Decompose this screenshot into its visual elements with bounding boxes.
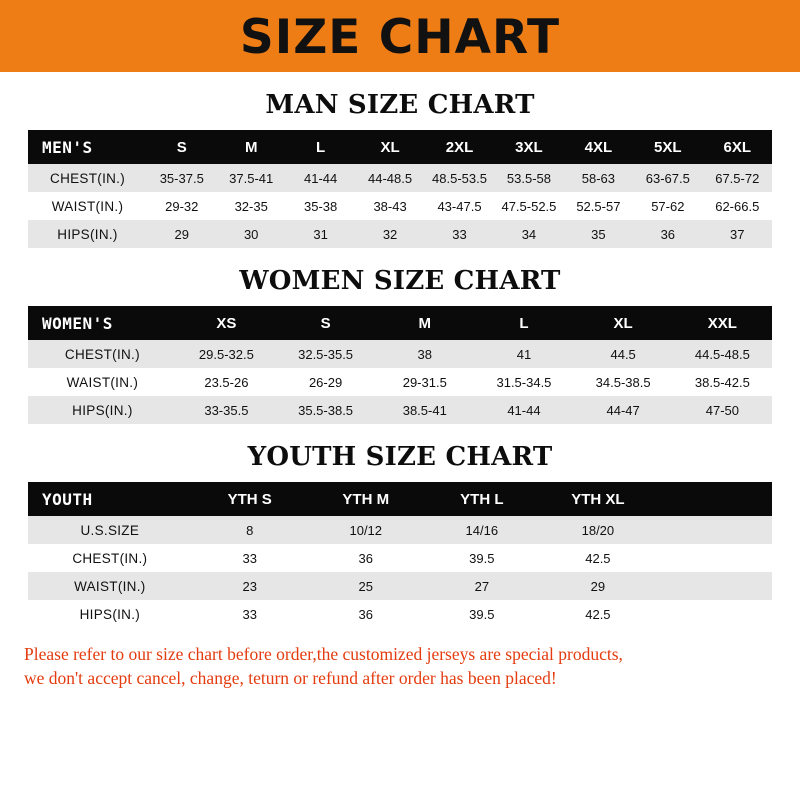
cell: 35-38 (286, 192, 355, 220)
cell: 33 (425, 220, 494, 248)
cell: 38 (375, 340, 474, 368)
table-row (28, 572, 772, 600)
row-label: CHEST(IN.) (28, 544, 192, 572)
table-row (28, 516, 772, 544)
section-women (0, 266, 800, 424)
cell (656, 516, 772, 544)
section-title-youth: YOUTH SIZE CHART (247, 442, 553, 472)
column-header: 4XL (564, 130, 633, 164)
cell: 27 (424, 572, 540, 600)
cell: 47.5-52.5 (494, 192, 563, 220)
column-header-empty (656, 482, 772, 516)
row-label: WAIST(IN.) (28, 572, 192, 600)
column-header: XL (574, 306, 673, 340)
cell: 33 (192, 600, 308, 628)
cell: 44.5 (574, 340, 673, 368)
cell: 36 (308, 600, 424, 628)
cell: 31 (286, 220, 355, 248)
cell: 30 (216, 220, 285, 248)
column-header: 3XL (494, 130, 563, 164)
table-row (28, 340, 772, 368)
cell: 62-66.5 (703, 192, 772, 220)
table-row (28, 396, 772, 424)
page-title: SIZE CHART (239, 9, 561, 65)
cell: 32.5-35.5 (276, 340, 375, 368)
cell: 38-43 (355, 192, 424, 220)
cell: 34.5-38.5 (574, 368, 673, 396)
cell: 37.5-41 (216, 164, 285, 192)
table-header-row (28, 130, 772, 164)
table-row (28, 600, 772, 628)
cell: 53.5-58 (494, 164, 563, 192)
section-title-women: WOMEN SIZE CHART (239, 266, 561, 296)
cell: 29-32 (147, 192, 216, 220)
cell: 63-67.5 (633, 164, 702, 192)
cell: 47-50 (673, 396, 772, 424)
disclaimer-note (24, 642, 776, 690)
row-label: HIPS(IN.) (28, 600, 192, 628)
section-men (0, 90, 800, 248)
cell: 14/16 (424, 516, 540, 544)
cell: 33 (192, 544, 308, 572)
header-banner (0, 0, 800, 72)
column-header: 2XL (425, 130, 494, 164)
column-header: XXL (673, 306, 772, 340)
cell: 32 (355, 220, 424, 248)
row-label: WAIST(IN.) (28, 192, 147, 220)
youth-size-table (28, 482, 772, 628)
cell: 36 (308, 544, 424, 572)
column-header: XL (355, 130, 424, 164)
cell: 42.5 (540, 544, 656, 572)
cell: 38.5-42.5 (673, 368, 772, 396)
row-label: HIPS(IN.) (28, 220, 147, 248)
table-row (28, 164, 772, 192)
column-header: YTH M (308, 482, 424, 516)
disclaimer-line-1: Please refer to our size chart before order,the customized jerseys are special products, (24, 644, 623, 664)
cell: 25 (308, 572, 424, 600)
cell: 39.5 (424, 600, 540, 628)
column-header: 6XL (703, 130, 772, 164)
cell: 57-62 (633, 192, 702, 220)
column-header: L (474, 306, 573, 340)
column-header: YTH S (192, 482, 308, 516)
cell: 41 (474, 340, 573, 368)
cell: 67.5-72 (703, 164, 772, 192)
cell: 35.5-38.5 (276, 396, 375, 424)
cell: 37 (703, 220, 772, 248)
cell: 29 (540, 572, 656, 600)
column-header: XS (177, 306, 276, 340)
column-header: YTH L (424, 482, 540, 516)
cell: 39.5 (424, 544, 540, 572)
table-row (28, 220, 772, 248)
cell: 41-44 (286, 164, 355, 192)
table-row (28, 544, 772, 572)
row-label: WAIST(IN.) (28, 368, 177, 396)
cell: 41-44 (474, 396, 573, 424)
column-header: 5XL (633, 130, 702, 164)
table-header-row (28, 306, 772, 340)
row-label: CHEST(IN.) (28, 340, 177, 368)
cell: 36 (633, 220, 702, 248)
table-header-row (28, 482, 772, 516)
disclaimer-line-2: we don't accept cancel, change, teturn or refund after order has been placed! (24, 668, 557, 689)
table-row (28, 368, 772, 396)
section-youth (0, 442, 800, 628)
men-size-table (28, 130, 772, 248)
row-label: HIPS(IN.) (28, 396, 177, 424)
cell: 44.5-48.5 (673, 340, 772, 368)
table-corner-label: MEN'S (28, 130, 147, 164)
row-label: CHEST(IN.) (28, 164, 147, 192)
cell: 29-31.5 (375, 368, 474, 396)
section-title-men: MAN SIZE CHART (265, 90, 535, 120)
cell: 31.5-34.5 (474, 368, 573, 396)
cell: 34 (494, 220, 563, 248)
column-header: YTH XL (540, 482, 656, 516)
cell: 10/12 (308, 516, 424, 544)
column-header: S (276, 306, 375, 340)
cell: 29 (147, 220, 216, 248)
cell: 8 (192, 516, 308, 544)
cell: 23 (192, 572, 308, 600)
cell (656, 600, 772, 628)
cell: 35 (564, 220, 633, 248)
cell: 29.5-32.5 (177, 340, 276, 368)
cell: 42.5 (540, 600, 656, 628)
row-label: U.S.SIZE (28, 516, 192, 544)
cell: 18/20 (540, 516, 656, 544)
column-header: S (147, 130, 216, 164)
cell: 44-47 (574, 396, 673, 424)
cell: 38.5-41 (375, 396, 474, 424)
women-size-table (28, 306, 772, 424)
cell: 26-29 (276, 368, 375, 396)
cell (656, 544, 772, 572)
table-row (28, 192, 772, 220)
column-header: M (375, 306, 474, 340)
cell (656, 572, 772, 600)
table-corner-label: WOMEN'S (28, 306, 177, 340)
cell: 33-35.5 (177, 396, 276, 424)
column-header: M (216, 130, 285, 164)
cell: 52.5-57 (564, 192, 633, 220)
cell: 44-48.5 (355, 164, 424, 192)
cell: 35-37.5 (147, 164, 216, 192)
table-corner-label: YOUTH (28, 482, 192, 516)
cell: 32-35 (216, 192, 285, 220)
cell: 43-47.5 (425, 192, 494, 220)
cell: 23.5-26 (177, 368, 276, 396)
cell: 58-63 (564, 164, 633, 192)
column-header: L (286, 130, 355, 164)
cell: 48.5-53.5 (425, 164, 494, 192)
